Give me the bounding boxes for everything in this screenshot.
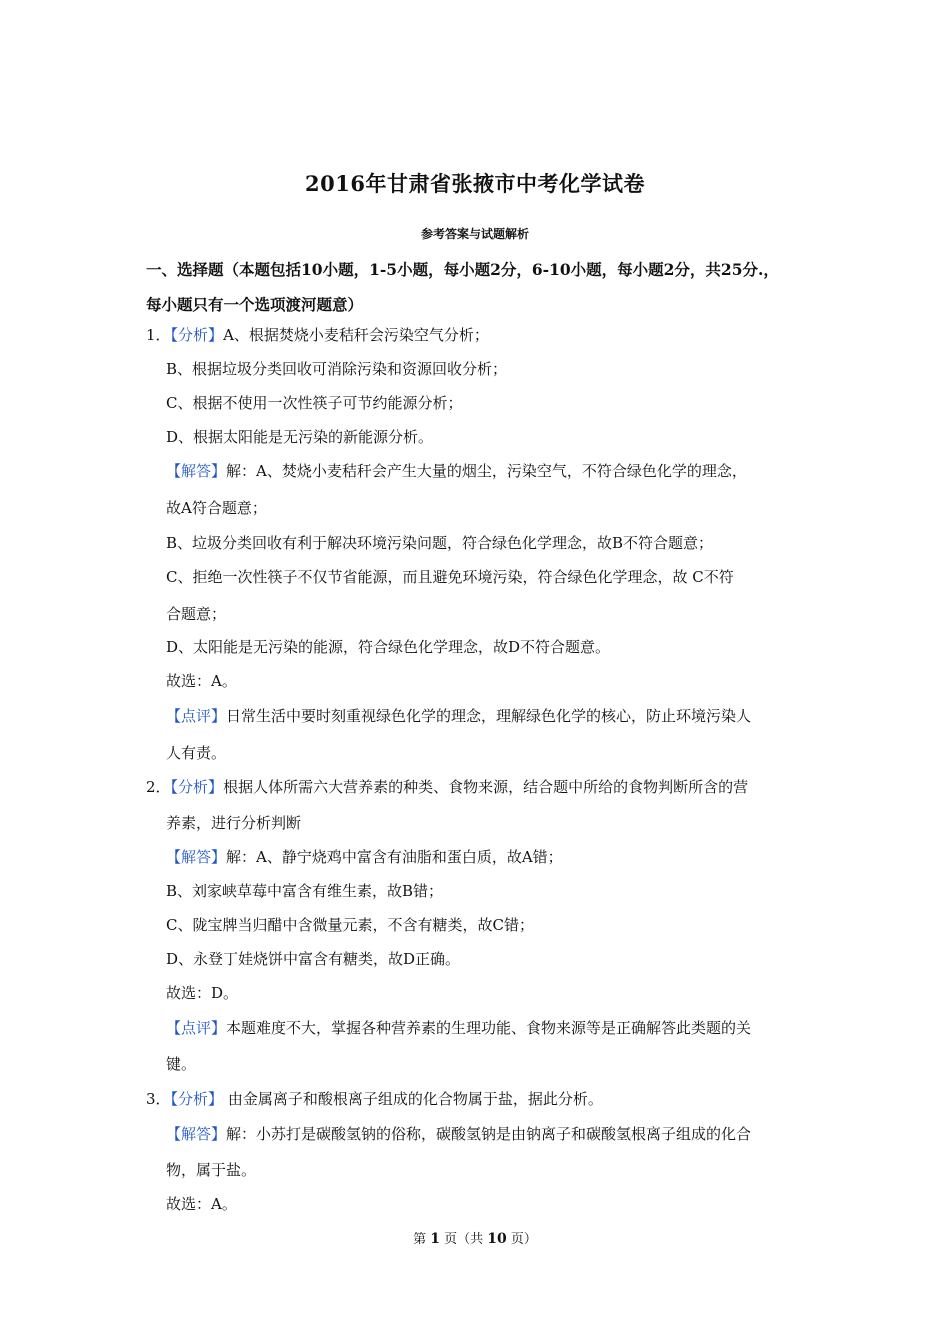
- q2-answer-tag: 【解答】: [166, 848, 227, 866]
- q3-analysis-text: 由金属离子和酸根离子组成的化合物属于盐，据此分析。: [223, 1090, 603, 1108]
- footer-suffix: 页）: [506, 1232, 537, 1247]
- q2-answer-line: [166, 847, 563, 867]
- footer-middle: 页（共: [440, 1232, 488, 1247]
- footer-page-number: 1: [430, 1231, 440, 1247]
- q3-answer-line: [166, 1124, 751, 1144]
- q1-choice: 故选：A。: [166, 672, 237, 690]
- q1-analysis-text: A、根据焚烧小麦秸秆会污染空气分析；: [223, 326, 489, 344]
- q3-analysis-tag: 【分析】: [170, 1090, 224, 1108]
- q3-number: 3．: [146, 1090, 171, 1108]
- q2-analysis-text-1: 根据人体所需六大营养素的种类、食物来源，结合题中所给的食物判断所含的营: [223, 778, 749, 796]
- q1-analysis-b: B、根据垃圾分类回收可消除污染和资源回收分析；: [166, 360, 508, 378]
- q2-comment-line: [166, 1018, 751, 1038]
- footer-total-pages: 10: [487, 1231, 507, 1247]
- q2-answer-text-4: D、永登丁娃烧饼中富含有糖类，故D正确。: [166, 950, 461, 968]
- q1-analysis-tag: 【分析】: [170, 326, 224, 344]
- q1-answer-line: [166, 461, 747, 481]
- q1-answer-text-6: D、太阳能是无污染的能源，符合绿色化学理念，故D不符合题意。: [166, 638, 611, 656]
- q1-answer-text-2: 故A符合题意；: [166, 499, 267, 517]
- q2-comment-text-1: 本题难度不大，掌握各种营养素的生理功能、食物来源等是正确解答此类题的关: [226, 1019, 752, 1037]
- q3-choice: 故选：A。: [166, 1195, 237, 1213]
- q1-comment-line: [166, 706, 751, 726]
- q1-comment-text-1: 日常生活中要时刻重视绿色化学的理念，理解绿色化学的核心，防止环境污染人: [226, 707, 752, 725]
- q3-answer-text-2: 物，属于盐。: [166, 1161, 257, 1179]
- q1-answer-text-5: 合题意；: [166, 605, 227, 623]
- q1-answer-text-3: B、垃圾分类回收有利于解决环境污染问题，符合绿色化学理念，故B不符合题意；: [166, 534, 714, 552]
- section-heading-line2: 每小题只有一个选项渡河题意）: [146, 295, 364, 314]
- q3-answer-tag: 【解答】: [166, 1125, 227, 1143]
- footer-prefix: 第: [413, 1232, 431, 1247]
- page-title: 2016年甘肃省张掖市中考化学试卷: [305, 171, 645, 196]
- q2-analysis-tag: 【分析】: [170, 778, 224, 796]
- q1-answer-tag: 【解答】: [166, 462, 227, 480]
- section-heading-line1: 一、选择题（本题包括10小题，1-5小题，每小题2分，6-10小题，每小题2分，共25分.，: [146, 260, 779, 279]
- q1-analysis-d: D、根据太阳能是无污染的新能源分析。: [166, 428, 434, 446]
- q2-comment-text-2: 键。: [166, 1055, 197, 1073]
- q1-analysis-c: C、根据不使用一次性筷子可节约能源分析；: [166, 394, 463, 412]
- q1-analysis-line: [146, 325, 489, 345]
- q2-answer-text-3: C、陇宝牌当归醋中含微量元素，不含有糖类，故C错；: [166, 916, 534, 934]
- q2-analysis-text-2: 养素，进行分析判断: [166, 814, 302, 832]
- q1-comment-tag: 【点评】: [166, 707, 227, 725]
- q1-number: 1．: [146, 326, 171, 344]
- q2-analysis-line: [146, 777, 748, 797]
- q2-answer-text-1: 解：A、静宁烧鸡中富含有油脂和蛋白质，故A错；: [226, 848, 563, 866]
- page-subtitle: 参考答案与试题解析: [420, 227, 529, 241]
- q2-number: 2．: [146, 778, 171, 796]
- q2-comment-tag: 【点评】: [166, 1019, 227, 1037]
- q2-choice: 故选：D。: [166, 984, 239, 1002]
- q1-answer-text-4: C、拒绝一次性筷子不仅节省能源，而且避免环境污染，符合绿色化学理念，故 C不符: [166, 568, 734, 586]
- page-footer: [0, 1228, 950, 1247]
- q2-answer-text-2: B、刘家峡草莓中富含有维生素，故B错；: [166, 882, 444, 900]
- q1-answer-text-1: 解：A、焚烧小麦秸秆会产生大量的烟尘，污染空气，不符合绿色化学的理念，: [226, 462, 747, 480]
- q1-comment-text-2: 人有责。: [166, 744, 227, 762]
- q3-analysis-line: [146, 1089, 603, 1109]
- q3-answer-text-1: 解：小苏打是碳酸氢钠的俗称，碳酸氢钠是由钠离子和碳酸氢根离子组成的化合: [226, 1125, 752, 1143]
